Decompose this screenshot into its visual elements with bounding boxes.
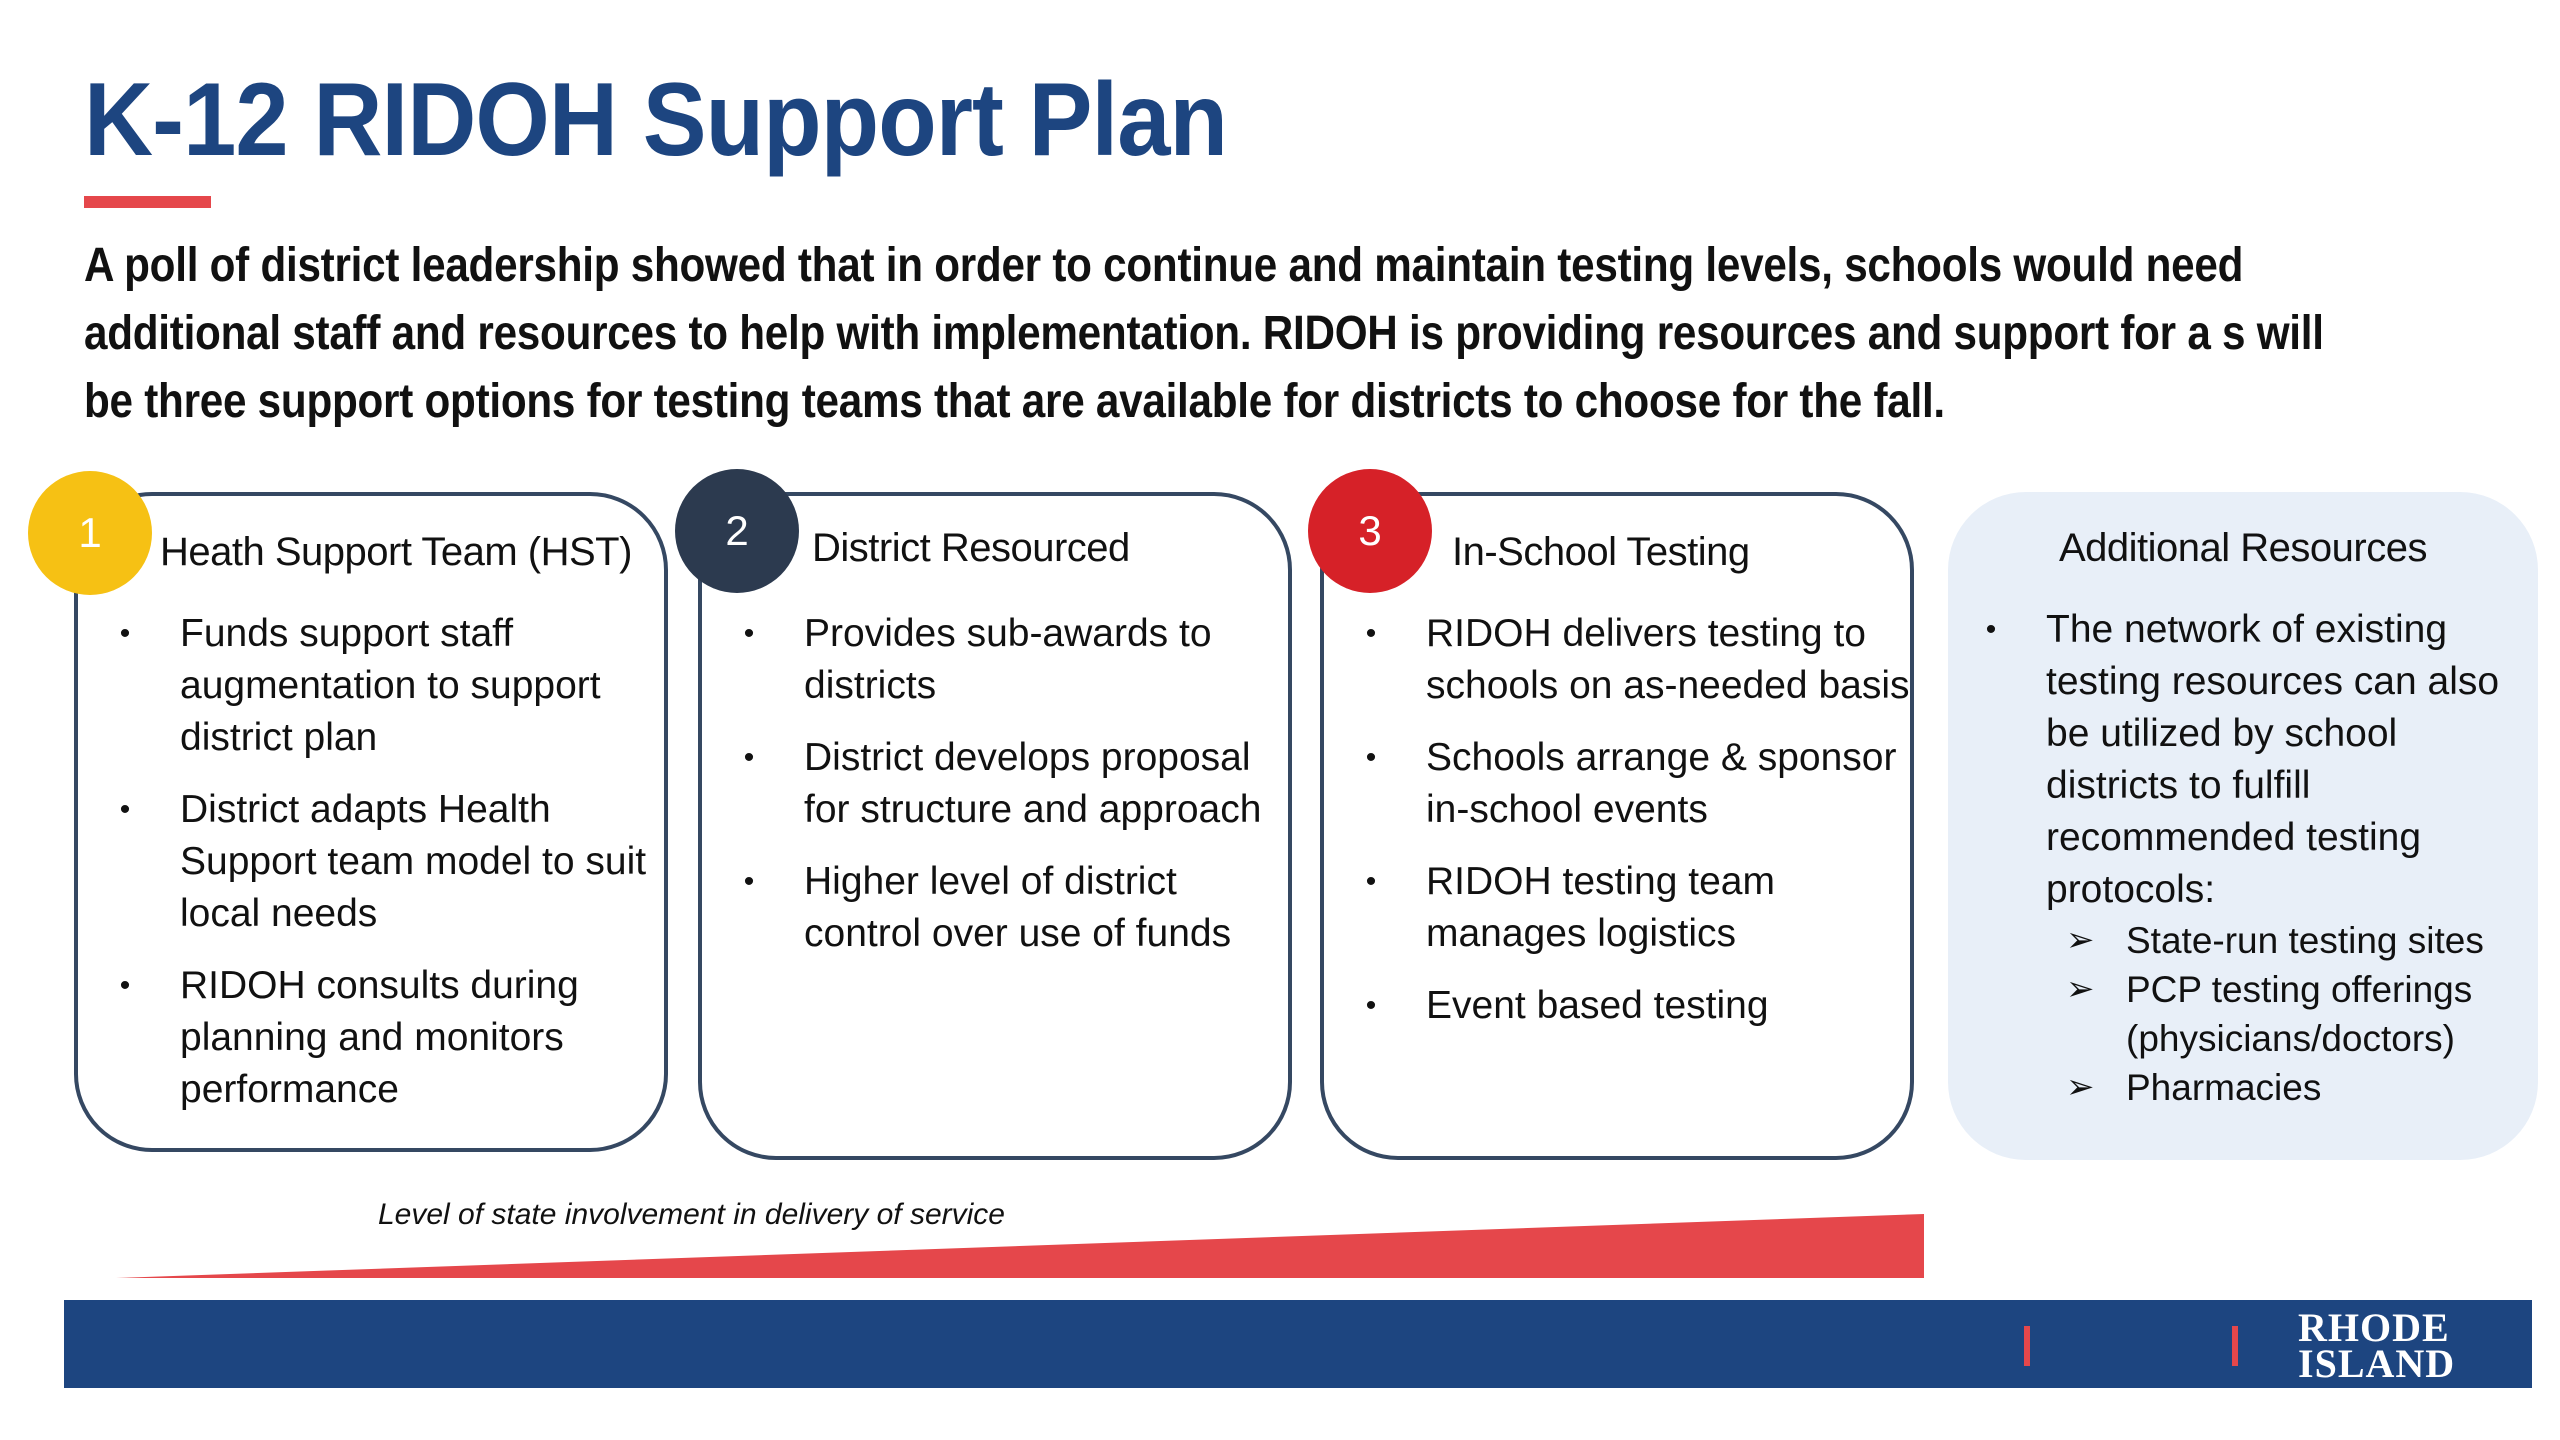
bullet-icon: • bbox=[743, 741, 755, 774]
bullet-icon: • bbox=[1365, 741, 1377, 774]
intro-line: be three support options for testing teams that are available for districts to choose for the fall. bbox=[84, 375, 1945, 428]
footer-accent-mark bbox=[2024, 1326, 2030, 1366]
rhode-island-logo bbox=[2298, 1305, 2456, 1386]
list-item-text: Schools arrange & sponsor in-school events bbox=[1426, 736, 1897, 831]
bullet-icon: • bbox=[119, 793, 131, 826]
bullet-icon: • bbox=[1985, 613, 1997, 646]
list-item-text: Funds support staff augmentation to support district plan bbox=[180, 612, 601, 759]
list-item-text: State-run testing sites bbox=[2126, 920, 2484, 961]
additional-resources-title: Additional Resources bbox=[2059, 526, 2427, 570]
bullet-icon: • bbox=[119, 617, 131, 650]
intro-line: A poll of district leadership showed that in order to continue and maintain testing levels, schools would need bbox=[84, 239, 2244, 292]
list-item bbox=[104, 608, 664, 764]
involvement-wedge bbox=[116, 1212, 1924, 1280]
logo-line: ISLAND bbox=[2298, 1341, 2456, 1386]
list-item-text: PCP testing offerings (physicians/doctors) bbox=[2126, 969, 2473, 1059]
arrow-bullet-icon: ➢ bbox=[2066, 970, 2095, 1008]
list-item-text: RIDOH testing team manages logistics bbox=[1426, 860, 1775, 955]
option-points bbox=[1350, 608, 1910, 1052]
page-title: K-12 RIDOH Support Plan bbox=[84, 62, 1228, 178]
list-item-text: Provides sub-awards to districts bbox=[804, 612, 1212, 707]
option-card-district-resourced bbox=[698, 492, 1292, 1160]
bullet-icon: • bbox=[119, 969, 131, 1002]
list-item bbox=[2046, 916, 2530, 965]
list-item-text: Higher level of district control over use of funds bbox=[804, 860, 1232, 955]
bullet-icon: • bbox=[743, 617, 755, 650]
list-item-text: District adapts Health Support team model to suit local needs bbox=[180, 788, 647, 935]
option-title: Heath Support Team (HST) bbox=[160, 530, 632, 574]
list-item-text: District develops proposal for structure and approach bbox=[804, 736, 1262, 831]
option-title: In-School Testing bbox=[1452, 530, 1750, 574]
intro-paragraph bbox=[84, 232, 2504, 436]
involvement-label: Level of state involvement in delivery of service bbox=[378, 1198, 1005, 1231]
option-card-in-school-testing bbox=[1320, 492, 1914, 1160]
list-item bbox=[728, 608, 1288, 712]
footer-accent-mark bbox=[2232, 1326, 2238, 1366]
option-points bbox=[728, 608, 1288, 980]
arrow-bullet-icon: ➢ bbox=[2066, 1068, 2095, 1106]
bullet-icon: • bbox=[1365, 865, 1377, 898]
arrow-bullet-icon: ➢ bbox=[2066, 921, 2095, 959]
list-item-text: RIDOH delivers testing to schools on as-needed basis bbox=[1426, 612, 1910, 707]
additional-resources-sublist bbox=[2046, 916, 2530, 1112]
list-item bbox=[728, 732, 1288, 836]
list-item-text: RIDOH consults during planning and monitors performance bbox=[180, 964, 579, 1111]
bullet-icon: • bbox=[743, 865, 755, 898]
list-item bbox=[1350, 856, 1910, 960]
list-item bbox=[728, 856, 1288, 960]
footer-bar bbox=[64, 1300, 2532, 1388]
list-item bbox=[104, 784, 664, 940]
list-item bbox=[2046, 965, 2530, 1063]
bullet-icon: • bbox=[1365, 989, 1377, 1022]
list-item-text: The network of existing testing resources can also be utilized by school districts to fulfill recommended testing protocols: bbox=[2046, 608, 2500, 911]
list-item bbox=[2046, 1063, 2530, 1112]
list-item bbox=[104, 960, 664, 1116]
option-card-health-support-team bbox=[74, 492, 668, 1152]
option-number-badge: 2 bbox=[675, 469, 799, 593]
additional-resources-points bbox=[1970, 604, 2530, 1112]
list-item bbox=[1350, 608, 1910, 712]
option-points bbox=[104, 608, 664, 1136]
option-number-badge: 1 bbox=[28, 471, 152, 595]
list-item-text: Event based testing bbox=[1426, 984, 1769, 1027]
list-item bbox=[1350, 732, 1910, 836]
list-item-text: Pharmacies bbox=[2126, 1067, 2322, 1108]
list-item bbox=[1970, 604, 2530, 1112]
logo-line: RHODE bbox=[2298, 1305, 2450, 1350]
option-number-badge: 3 bbox=[1308, 469, 1432, 593]
additional-resources-card bbox=[1948, 492, 2538, 1160]
bullet-icon: • bbox=[1365, 617, 1377, 650]
intro-line: additional staff and resources to help with implementation. RIDOH is providing resources and support for a s will bbox=[84, 307, 2324, 360]
title-underline bbox=[84, 196, 211, 208]
option-title: District Resourced bbox=[812, 526, 1130, 570]
list-item bbox=[1350, 980, 1910, 1032]
